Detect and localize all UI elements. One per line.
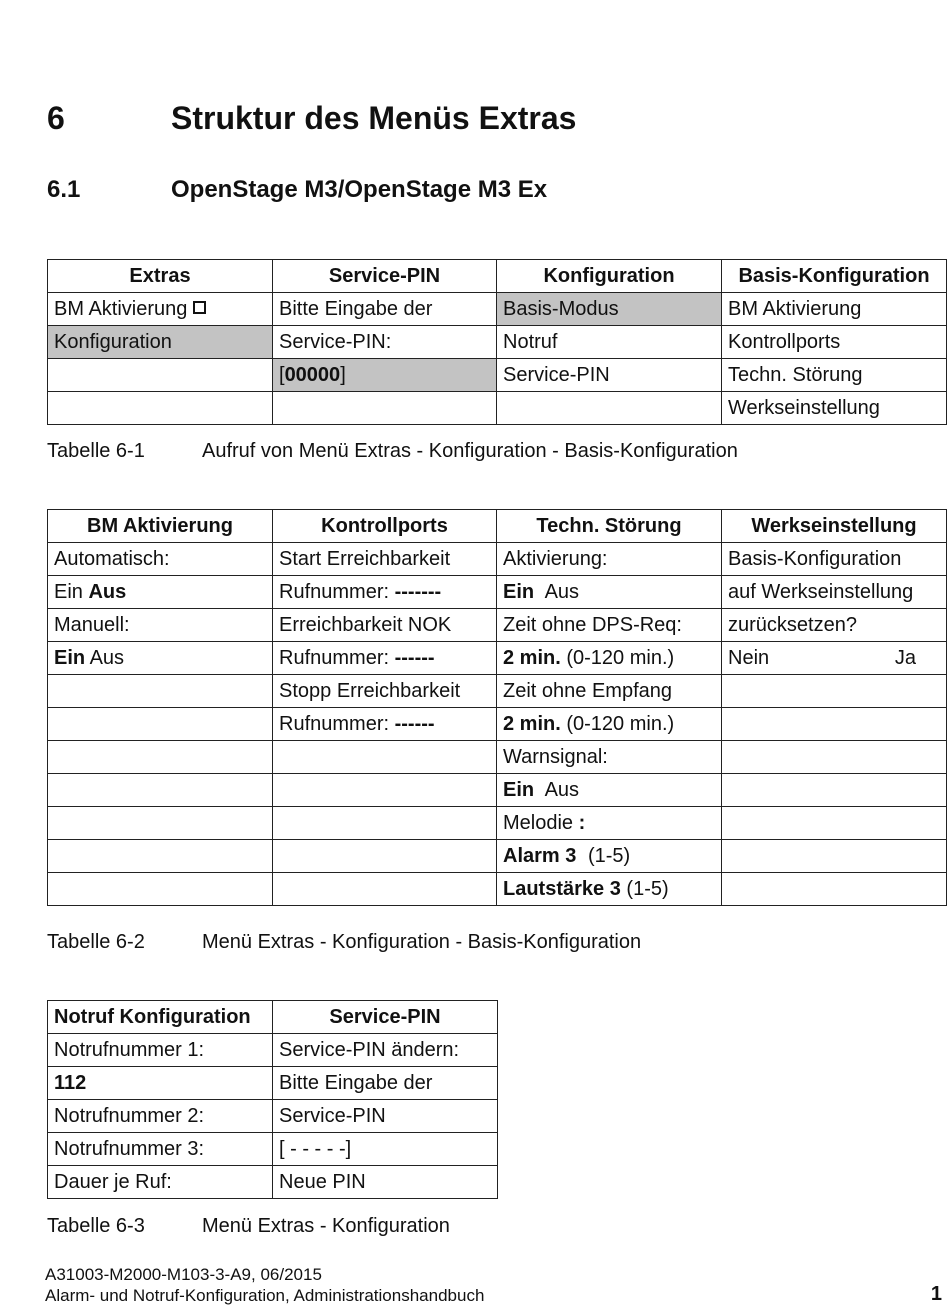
table-cell [48,708,273,741]
option-aus: Aus [89,646,125,669]
table-cell [273,807,497,840]
table-cell: auf Werkseinstellung [722,576,947,609]
table-cell [722,873,947,906]
table-header-row [48,1001,498,1034]
table-cell: Bitte Eingabe der [273,1067,498,1100]
table-cell [722,807,947,840]
table-row [48,708,947,741]
table-cell [497,873,722,906]
table-cell: Kontrollports [722,326,947,359]
table-row [48,675,947,708]
table-cell [273,392,497,425]
colon: : [578,811,586,834]
table-cell [48,873,273,906]
caption-label: Tabelle 6-2 [47,931,145,953]
table-extras-menu [47,259,947,425]
table-cell: Notruf [497,326,722,359]
table-cell [273,576,497,609]
section-number: 6.1 [47,176,81,203]
footer-doc-id: A31003-M2000-M103-3-A9, 06/2015 [45,1265,322,1284]
table-cell [48,642,273,675]
caption-text: Aufruf von Menü Extras - Konfiguration - Basis-Konfiguration [202,440,738,462]
field-label: Rufnummer: [279,712,390,735]
table-cell [722,675,947,708]
table-cell [722,840,947,873]
table-cell: Zeit ohne DPS-Req: [497,609,722,642]
field-range: (0-120 min.) [566,712,675,735]
table-row [48,1034,498,1067]
table-cell: Service-PIN [497,359,722,392]
field-value: Alarm 3 [503,844,577,867]
field-range: (0-120 min.) [566,646,675,669]
table-cell [497,774,722,807]
table-cell [48,1067,273,1100]
table-cell [497,642,722,675]
table-cell: Automatisch: [48,543,273,576]
table-notruf-konfiguration [47,1000,498,1199]
table-header-row [48,260,947,293]
confirm-options [728,647,940,670]
table-row [48,774,947,807]
option-nein: Nein [728,646,770,669]
option-aus: Aus [544,778,580,801]
table-cell [48,774,273,807]
column-header: Service-PIN [273,1001,498,1034]
column-header: Techn. Störung [497,510,722,543]
field-value: 2 min. [503,646,561,669]
field-value: ------ [394,646,435,669]
table-cell [722,774,947,807]
caption-text: Menü Extras - Konfiguration - Basis-Konfiguration [202,931,642,953]
table-cell: Erreichbarkeit NOK [273,609,497,642]
table-cell: Manuell: [48,609,273,642]
caption-label: Tabelle 6-3 [47,1215,145,1237]
table-cell: Warnsignal: [497,741,722,774]
table-row [48,741,947,774]
table-row [48,1100,498,1133]
bracket: [ [279,363,285,386]
table-cell [48,807,273,840]
menu-item-konfiguration: Konfiguration [48,326,273,359]
option-aus-selected: Aus [88,580,127,603]
table-cell: Bitte Eingabe der [273,293,497,326]
field-label: Rufnummer: [279,646,390,669]
table-cell [497,392,722,425]
table-cell [48,392,273,425]
table-cell [48,840,273,873]
service-pin-value: 00000 [284,363,341,386]
column-header: Konfiguration [497,260,722,293]
table-cell: Zeit ohne Empfang [497,675,722,708]
table-cell [273,642,497,675]
field-label: Melodie [503,811,574,834]
column-header: Kontrollports [273,510,497,543]
table-row [48,543,947,576]
table-row [48,359,947,392]
option-ja: Ja [894,646,916,669]
table-cell: Service-PIN ändern: [273,1034,498,1067]
table-header-row [48,510,947,543]
column-header: Service-PIN [273,260,497,293]
column-header: Werkseinstellung [722,510,947,543]
option-ein-selected: Ein [54,646,86,669]
table-cell: zurücksetzen? [722,609,947,642]
table-cell: Dauer je Ruf: [48,1166,273,1199]
service-pin-entry [273,359,497,392]
table-cell [273,774,497,807]
table-cell: Techn. Störung [722,359,947,392]
table-cell: Notrufnummer 1: [48,1034,273,1067]
field-value: 2 min. [503,712,561,735]
table-row [48,1166,498,1199]
table-cell: Stopp Erreichbarkeit [273,675,497,708]
table-cell [48,675,273,708]
page-number: 1 [930,1283,942,1305]
option-aus: Aus [544,580,580,603]
table-basis-konfiguration [47,509,947,906]
table-row [48,609,947,642]
table-cell [722,708,947,741]
field-value: ------ [394,712,435,735]
table-row [48,293,947,326]
chapter-title: Struktur des Menüs Extras [171,100,577,136]
menu-item-bm-aktivierung: BM Aktivierung [54,297,188,320]
table-cell [48,741,273,774]
table-cell [48,293,273,326]
field-value: ------- [394,580,442,603]
caption-label: Tabelle 6-1 [47,440,145,462]
chapter-number: 6 [47,100,65,136]
field-label: Rufnummer: [279,580,390,603]
field-range: (1-5) [587,844,631,867]
table-cell: Service-PIN [273,1100,498,1133]
table-cell [273,741,497,774]
field-range: (1-5) [626,877,669,900]
option-ein-selected: Ein [503,778,535,801]
table-cell [273,840,497,873]
table-cell [497,840,722,873]
table-cell [497,708,722,741]
field-value: Lautstärke 3 [503,877,621,900]
bracket: ] [340,363,346,386]
table-cell: BM Aktivierung [722,293,947,326]
checkbox-icon [193,301,206,314]
table-cell: Notrufnummer 3: [48,1133,273,1166]
table-cell: Basis-Konfiguration [722,543,947,576]
table-cell [497,576,722,609]
column-header: Notruf Konfiguration [48,1001,273,1034]
table-row [48,807,947,840]
table-row [48,392,947,425]
option-ein-selected: Ein [503,580,535,603]
column-header: BM Aktivierung [48,510,273,543]
table-cell: [ - - - - -] [273,1133,498,1166]
menu-item-basis-modus: Basis-Modus [497,293,722,326]
table-cell: Neue PIN [273,1166,498,1199]
table-row [48,840,947,873]
table-cell: Werkseinstellung [722,392,947,425]
table-cell [722,642,947,675]
table-row [48,1133,498,1166]
table-cell [48,576,273,609]
table-cell: Aktivierung: [497,543,722,576]
table-cell [722,741,947,774]
table-cell [273,873,497,906]
table-row [48,1067,498,1100]
table-cell: Notrufnummer 2: [48,1100,273,1133]
table-cell [273,708,497,741]
table-cell [497,807,722,840]
table-row [48,873,947,906]
option-ein: Ein [54,580,83,603]
table-cell: Service-PIN: [273,326,497,359]
emergency-number: 112 [54,1071,87,1094]
column-header: Basis-Konfiguration [722,260,947,293]
column-header: Extras [48,260,273,293]
table-row [48,642,947,675]
table-row [48,576,947,609]
table-cell [48,359,273,392]
table-cell: Start Erreichbarkeit [273,543,497,576]
section-title: OpenStage M3/OpenStage M3 Ex [171,176,548,203]
caption-text: Menü Extras - Konfiguration [202,1215,450,1237]
table-row [48,326,947,359]
footer-doc-title: Alarm- und Notruf-Konfiguration, Administrationshandbuch [45,1286,485,1305]
